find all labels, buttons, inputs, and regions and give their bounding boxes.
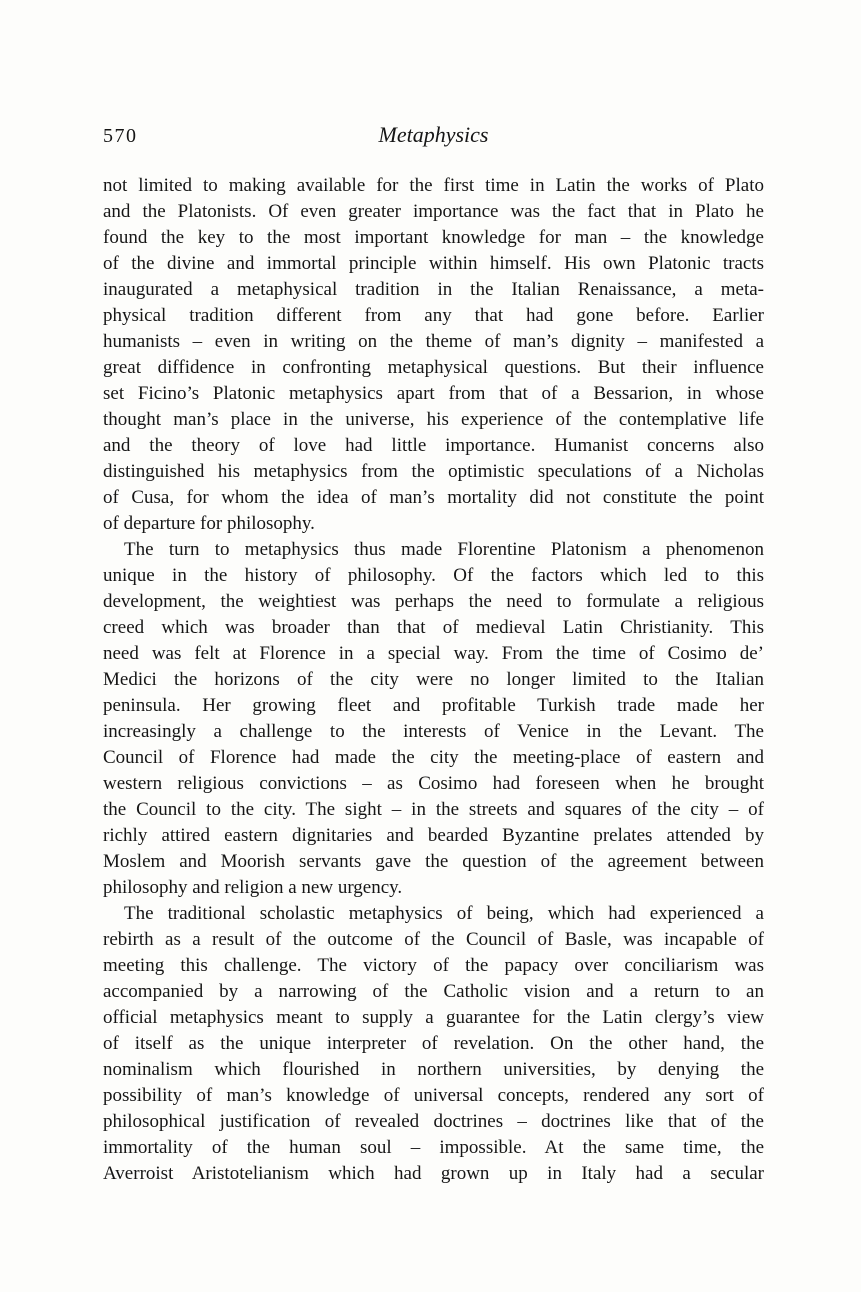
text-line: increasingly a challenge to the interests of Venice in the Levant. The xyxy=(103,721,764,742)
text-line: Council of Florence had made the city the meeting-place of eastern and xyxy=(103,747,764,768)
text-line: the Council to the city. The sight – in the streets and squares of the city – of xyxy=(103,799,764,820)
text-line: great diffidence in confronting metaphysical questions. But their influence xyxy=(103,357,764,378)
body-text xyxy=(103,173,764,1187)
text-line: unique in the history of philosophy. Of the factors which led to this xyxy=(103,565,764,586)
text-line: Moslem and Moorish servants gave the question of the agreement between xyxy=(103,851,764,872)
text-line: rebirth as a result of the outcome of the Council of Basle, was incapable of xyxy=(103,929,764,950)
text-line: official metaphysics meant to supply a guarantee for the Latin clergy’s view xyxy=(103,1007,764,1028)
text-line: not limited to making available for the first time in Latin the works of Plato xyxy=(103,175,764,196)
text-line: accompanied by a narrowing of the Catholic vision and a return to an xyxy=(103,981,764,1002)
text-line: set Ficino’s Platonic metaphysics apart from that of a Bessarion, in whose xyxy=(103,383,764,404)
text-line: philosophical justification of revealed doctrines – doctrines like that of the xyxy=(103,1111,764,1132)
text-line: peninsula. Her growing fleet and profitable Turkish trade made her xyxy=(103,695,764,716)
text-line: and the Platonists. Of even greater importance was the fact that in Plato he xyxy=(103,201,764,222)
text-line: and the theory of love had little importance. Humanist concerns also xyxy=(103,435,764,456)
text-line: Medici the horizons of the city were no longer limited to the Italian xyxy=(103,669,764,690)
text-line: of itself as the unique interpreter of revelation. On the other hand, the xyxy=(103,1033,764,1054)
text-line: meeting this challenge. The victory of the papacy over conciliarism was xyxy=(103,955,764,976)
page-header xyxy=(103,116,764,146)
text-line: thought man’s place in the universe, his experience of the contemplative life xyxy=(103,409,764,430)
text-line: nominalism which flourished in northern universities, by denying the xyxy=(103,1059,764,1080)
text-line: possibility of man’s knowledge of universal concepts, rendered any sort of xyxy=(103,1085,764,1106)
paragraph xyxy=(103,537,764,901)
text-line: inaugurated a metaphysical tradition in the Italian Renaissance, a meta- xyxy=(103,279,764,300)
text-line: immortality of the human soul – impossible. At the same time, the xyxy=(103,1137,764,1158)
text-line: of the divine and immortal principle within himself. His own Platonic tracts xyxy=(103,253,764,274)
text-line: need was felt at Florence in a special way. From the time of Cosimo de’ xyxy=(103,643,764,664)
text-line: richly attired eastern dignitaries and bearded Byzantine prelates attended by xyxy=(103,825,764,846)
paragraph xyxy=(103,173,764,537)
text-line: development, the weightiest was perhaps the need to formulate a religious xyxy=(103,591,764,612)
text-line: The traditional scholastic metaphysics of being, which had experienced a xyxy=(124,903,764,924)
page-number: 570 xyxy=(103,125,138,147)
text-line: creed which was broader than that of medieval Latin Christianity. This xyxy=(103,617,764,638)
text-line: Averroist Aristotelianism which had grown up in Italy had a secular xyxy=(103,1163,764,1184)
text-line: of departure for philosophy. xyxy=(103,513,315,534)
text-line: of Cusa, for whom the idea of man’s mortality did not constitute the point xyxy=(103,487,764,508)
text-line: humanists – even in writing on the theme of man’s dignity – manifested a xyxy=(103,331,764,352)
text-line: distinguished his metaphysics from the optimistic speculations of a Nicholas xyxy=(103,461,764,482)
text-line: The turn to metaphysics thus made Florentine Platonism a phenomenon xyxy=(124,539,764,560)
text-line: philosophy and religion a new urgency. xyxy=(103,877,403,898)
text-line: western religious convictions – as Cosimo had foreseen when he brought xyxy=(103,773,764,794)
paragraph xyxy=(103,901,764,1187)
text-line: physical tradition different from any that had gone before. Earlier xyxy=(103,305,764,326)
text-line: found the key to the most important knowledge for man – the knowledge xyxy=(103,227,764,248)
running-head: Metaphysics xyxy=(378,122,489,147)
